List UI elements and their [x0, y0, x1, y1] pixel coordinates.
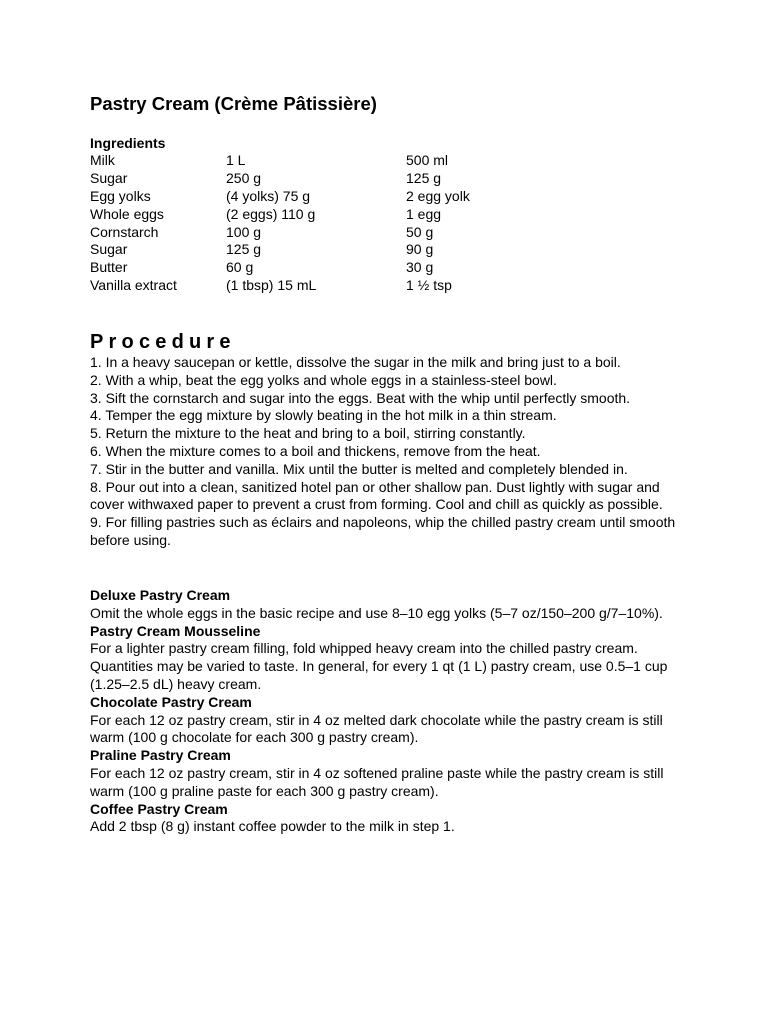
ingredient-large-qty: (1 tbsp) 15 mL	[226, 277, 317, 294]
ingredient-name: Cornstarch	[90, 223, 159, 240]
ingredient-small-qty: 30 g	[406, 259, 434, 276]
ingredients-section	[90, 135, 680, 295]
ingredient-small-qty: 500 ml	[406, 152, 449, 168]
ingredient-small-qty: 1 egg	[406, 205, 442, 222]
ingredient-large-qty: (2 eggs) 110 g	[226, 205, 316, 222]
procedure-step: 7. Stir in the butter and vanilla. Mix until the butter is melted and completely blended in.	[90, 460, 628, 477]
procedure-step: 1. In a heavy saucepan or kettle, dissolve the sugar in the milk and bring just to a boil.	[90, 354, 621, 370]
variant-title: Deluxe Pastry Cream	[90, 587, 231, 603]
ingredient-large-qty: 125 g	[226, 241, 262, 258]
ingredient-small-qty: 125 g	[406, 169, 442, 186]
ingredient-name: Milk	[90, 152, 115, 168]
variations-section	[90, 587, 680, 836]
ingredient-large-qty: (4 yolks) 75 g	[226, 187, 311, 204]
ingredient-name: Vanilla extract	[90, 277, 177, 294]
ingredient-name: Sugar	[90, 169, 128, 186]
ingredient-row	[90, 188, 680, 206]
procedure-step: 8. Pour out into a clean, sanitized hotel pan or other shallow pan. Dust lightly with sugar and cover withwaxed paper to prevent a crust from forming. Cool and chill as quickly as possible.	[90, 478, 663, 513]
ingredient-name: Egg yolks	[90, 187, 151, 204]
procedure-heading: Procedure	[90, 331, 236, 353]
ingredient-small-qty: 1 ½ tsp	[406, 277, 452, 294]
procedure-step: 5. Return the mixture to the heat and bring to a boil, stirring constantly.	[90, 425, 526, 442]
page-title: Pastry Cream (Crème Pâtissière)	[90, 93, 377, 114]
variant-text: For a lighter pastry cream filling, fold whipped heavy cream into the chilled pastry cream. Quantities may be varied to taste. In general, for every 1 qt (1 L) pastry cream, use 0.5–1 cup (1.25–2.5 dL) heavy cream.	[90, 640, 668, 692]
variant-text: Omit the whole eggs in the basic recipe and use 8–10 egg yolks (5–7 oz/150–200 g/7–10%).	[90, 604, 663, 621]
procedure-section	[90, 330, 680, 550]
ingredient-row	[90, 259, 680, 277]
ingredient-name: Sugar	[90, 241, 128, 258]
ingredient-row	[90, 241, 680, 259]
ingredient-small-qty: 2 egg yolk	[406, 187, 470, 204]
ingredient-large-qty: 100 g	[226, 223, 262, 240]
variant-title: Pastry Cream Mousseline	[90, 622, 261, 639]
ingredient-row	[90, 152, 680, 170]
ingredient-large-qty: 250 g	[226, 169, 262, 186]
variant-text: Add 2 tbsp (8 g) instant coffee powder to the milk in step 1.	[90, 818, 455, 835]
ingredients-heading: Ingredients	[90, 135, 166, 151]
variant-text: For each 12 oz pastry cream, stir in 4 oz softened praline paste while the pastry cream is still warm (100 g praline paste for each 300 g pastry cream).	[90, 764, 664, 799]
ingredient-row	[90, 224, 680, 242]
variant-title: Chocolate Pastry Cream	[90, 693, 252, 710]
ingredient-small-qty: 90 g	[406, 241, 434, 258]
procedure-steps	[90, 354, 680, 550]
ingredient-large-qty: 1 L	[226, 152, 246, 168]
procedure-step: 9. For filling pastries such as éclairs and napoleons, whip the chilled pastry cream until smooth before using.	[90, 514, 676, 548]
ingredient-small-qty: 50 g	[406, 223, 434, 240]
ingredient-row	[90, 277, 680, 295]
ingredient-row	[90, 206, 680, 224]
variant-text: For each 12 oz pastry cream, stir in 4 oz melted dark chocolate while the pastry cream is still warm (100 g chocolate for each 300 g pastry cream).	[90, 711, 663, 746]
ingredient-name: Butter	[90, 259, 128, 276]
ingredient-large-qty: 60 g	[226, 259, 254, 276]
variant-title: Praline Pastry Cream	[90, 747, 231, 764]
procedure-step: 3. Sift the cornstarch and sugar into the eggs. Beat with the whip until perfectly smooth.	[90, 389, 631, 406]
ingredient-row	[90, 170, 680, 188]
procedure-step: 4. Temper the egg mixture by slowly beating in the hot milk in a thin stream.	[90, 407, 557, 424]
variant-title: Coffee Pastry Cream	[90, 800, 228, 817]
procedure-step: 2. With a whip, beat the egg yolks and whole eggs in a stainless-steel bowl.	[90, 371, 557, 388]
ingredient-name: Whole eggs	[90, 205, 164, 222]
procedure-step: 6. When the mixture comes to a boil and thickens, remove from the heat.	[90, 442, 541, 459]
